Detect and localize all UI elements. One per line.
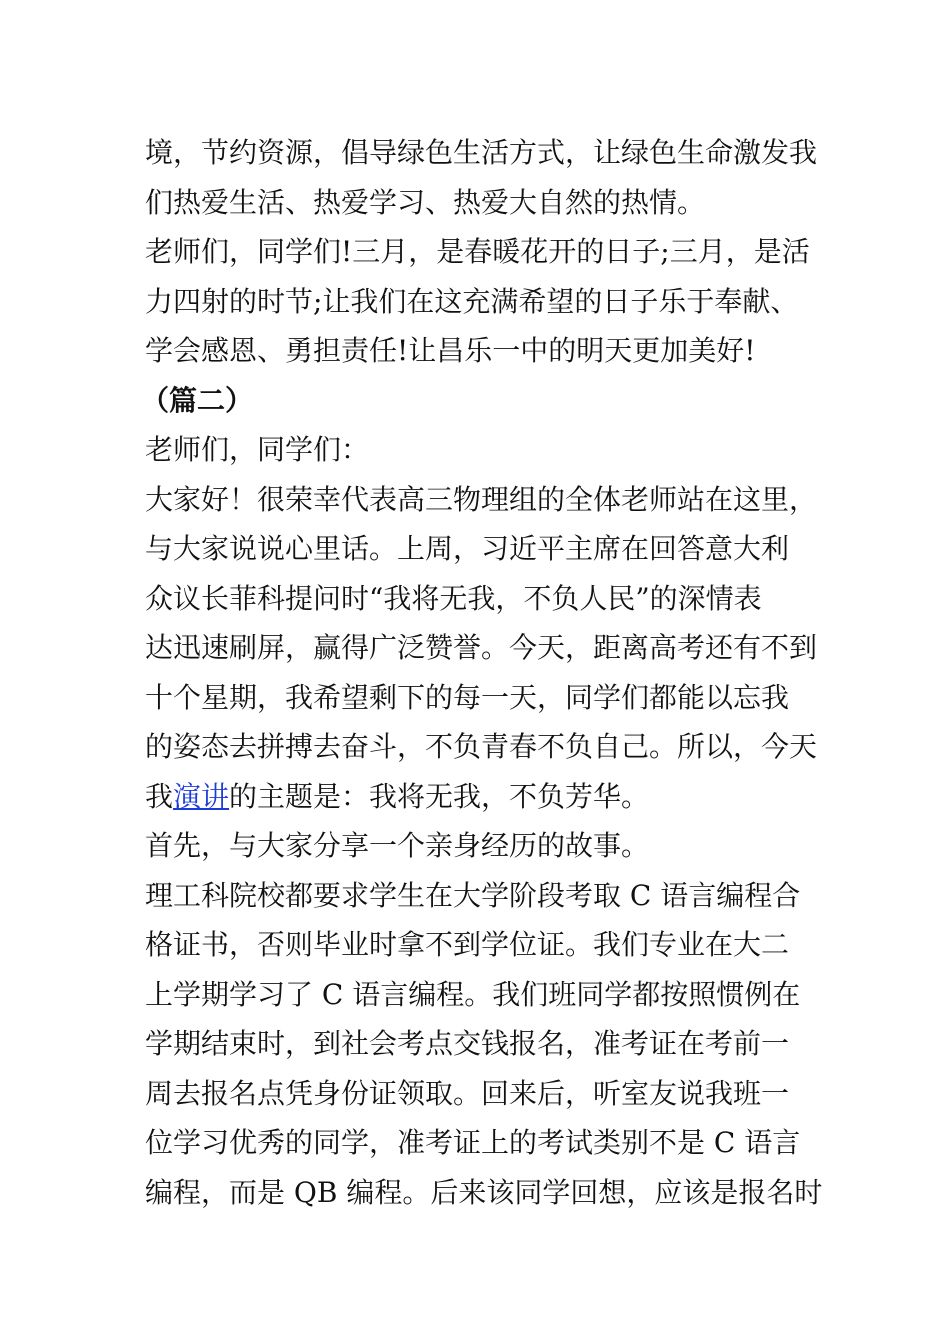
text-line: 格证书，否则毕业时拿不到学位证。我们专业在大二 bbox=[145, 928, 790, 961]
text-line: 学期结束时，到社会考点交钱报名，准考证在考前一 bbox=[145, 1027, 790, 1060]
text-line: 众议长菲科提问时“我将无我，不负人民”的深情表 bbox=[145, 581, 762, 615]
text-line: 的姿态去拼搏去奋斗，不负青春不负自己。所以，今天 bbox=[145, 730, 818, 763]
text-line: 十个星期，我希望剩下的每一天，同学们都能以忘我 bbox=[145, 680, 790, 714]
text-line: 上学期学习了 C 语言编程。我们班同学都按照惯例在 bbox=[145, 977, 801, 1011]
text-line: 老师们，同学们!三月，是春暖花开的日子;三月，是活 bbox=[145, 235, 810, 268]
text-line: 学会感恩、勇担责任!让昌乐一中的明天更加美好! bbox=[145, 334, 756, 367]
speech-link[interactable]: 演讲 bbox=[173, 779, 230, 813]
text-line: 理工科院校都要求学生在大学阶段考取 C 语言编程合 bbox=[145, 878, 801, 912]
document-body bbox=[141, 128, 825, 1217]
text-line: 首先，与大家分享一个亲身经历的故事。 bbox=[145, 829, 650, 862]
greeting-line: 老师们，同学们： bbox=[145, 433, 370, 466]
text-line: 境，节约资源，倡导绿色生活方式，让绿色生命激发我 bbox=[145, 136, 818, 169]
text-line: 与大家说说心里话。上周，习近平主席在回答意大利 bbox=[145, 532, 790, 565]
text-segment: 的主题是：我将无我，不负芳华。 bbox=[229, 779, 650, 813]
text-segment: 我 bbox=[145, 779, 174, 813]
text-line: 力四射的时节;让我们在这充满希望的日子乐于奉献、 bbox=[145, 284, 799, 318]
text-line: 编程，而是 QB 编程。后来该同学回想，应该是报名时 bbox=[145, 1175, 823, 1209]
text-line: 位学习优秀的同学，准考证上的考试类别不是 C 语言 bbox=[145, 1126, 801, 1159]
text-line: 大家好！很荣幸代表高三物理组的全体老师站在这里， bbox=[145, 482, 818, 516]
text-line-with-link bbox=[145, 772, 825, 822]
text-line: 周去报名点凭身份证领取。回来后，听室友说我班一 bbox=[145, 1076, 790, 1110]
section-heading: （篇二） bbox=[141, 383, 254, 417]
text-line: 们热爱生活、热爱学习、热爱大自然的热情。 bbox=[145, 185, 706, 219]
text-line: 达迅速刷屏，赢得广泛赞誉。今天，距离高考还有不到 bbox=[145, 631, 818, 664]
